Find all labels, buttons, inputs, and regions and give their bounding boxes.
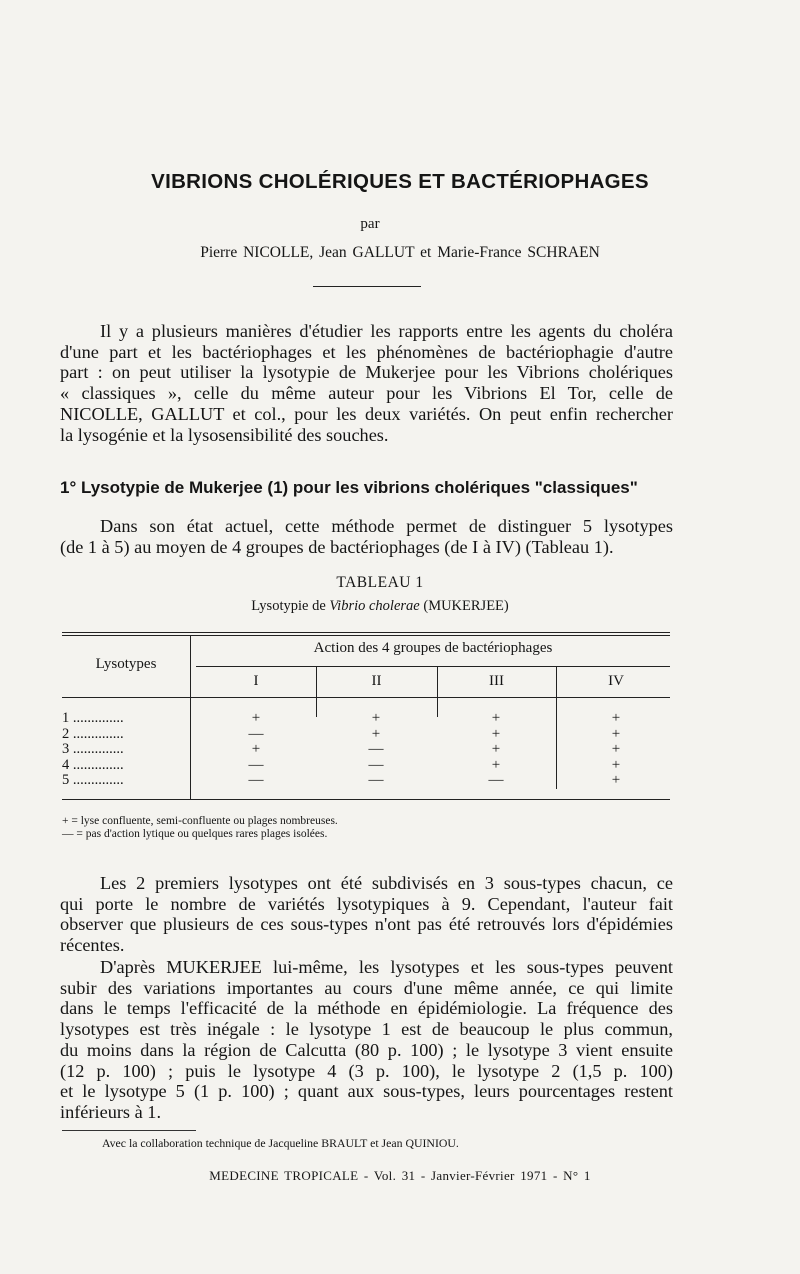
caption-author: (MUKERJEE): [423, 598, 509, 614]
footnote: Avec la collaboration technique de Jacqueline BRAULT et Jean QUINIOU.: [102, 1136, 459, 1150]
title-separator: [313, 286, 421, 287]
text-line: et le lysotype 5 (1 p. 100) ; quant aux sous-types, leurs pourcentages restent: [60, 1081, 673, 1102]
table-rule-bottom: [62, 799, 670, 800]
column-header: III: [489, 673, 504, 689]
table-title: TABLEAU 1: [336, 574, 424, 591]
caption-species: Vibrio cholerae: [329, 598, 420, 614]
group-header-rule: [196, 666, 670, 667]
table-cell: +: [611, 710, 621, 726]
body-paragraph: [60, 957, 673, 1123]
text-line: Les 2 premiers lysotypes ont été subdivisés en 3 sous-types chacun, ce: [100, 873, 673, 893]
row-label: 4 ..............: [62, 756, 124, 773]
header-rule: [62, 697, 670, 698]
text-line: D'après MUKERJEE lui-même, les lysotypes et les sous-types peuvent: [100, 957, 673, 977]
table-cell: —: [488, 772, 504, 789]
table-cell: +: [491, 756, 501, 773]
text-line: du moins dans la région de Calcutta (80 p. 100) ; le lysotype 3 vient ensuite: [60, 1039, 673, 1060]
section-paragraph: [60, 516, 673, 557]
text-line: d'une part et les bactériophages et les phénomènes de bactériophagie d'autre: [60, 341, 673, 362]
row-label: 2 ..............: [62, 725, 124, 742]
table-cell: +: [491, 741, 501, 758]
column-divider: [190, 636, 191, 799]
row-label: 3 ..............: [62, 741, 124, 758]
text-line: Dans son état actuel, cette méthode permet de distinguer 5 lysotypes: [100, 516, 673, 536]
row-label: 5 ..............: [62, 772, 124, 789]
table-cell: +: [611, 772, 621, 789]
table-cell: +: [371, 710, 381, 726]
legend-line: — = pas d'action lytique ou quelques rares plages isolées.: [62, 828, 328, 840]
text-line: la lysogénie et la lysosensibilité des souches.: [60, 424, 389, 445]
text-line: observer que plusieurs de ces sous-types n'ont pas été retrouvés lors d'épidémies: [60, 914, 673, 935]
table-rule-top-2: [62, 635, 670, 636]
table-caption: [160, 598, 600, 615]
table-cell: —: [248, 725, 264, 742]
text-line: part : on peut utiliser la lysotypie de Mukerjee pour les Vibrions cholériques: [60, 362, 673, 383]
body-paragraph: [60, 873, 673, 956]
table-cell: +: [251, 710, 261, 726]
authors: Pierre NICOLLE, Jean GALLUT et Marie-France SCHRAEN: [200, 244, 600, 261]
column-header: I: [253, 673, 259, 689]
section-heading: 1° Lysotypie de Mukerjee (1) pour les vibrions cholériques "classiques": [60, 478, 638, 497]
legend-line: + = lyse confluente, semi-confluente ou plages nombreuses.: [62, 815, 338, 827]
journal-footer: MEDECINE TROPICALE - Vol. 31 - Janvier-Février 1971 - N° 1: [209, 1168, 591, 1183]
table-cell: +: [491, 710, 501, 726]
text-line: (de 1 à 5) au moyen de 4 groupes de bactériophages (de I à IV) (Tableau 1).: [60, 536, 614, 557]
text-line: « classiques », celle du même auteur pour les Vibrions El Tor, celle de: [60, 383, 673, 404]
caption-text: Lysotypie de: [251, 598, 326, 614]
text-line: lysotypes est très inégale : le lysotype 1 est de beaucoup le plus commun,: [60, 1019, 673, 1040]
table-cell: +: [251, 741, 261, 758]
table-cell: +: [491, 725, 501, 742]
group-header: Action des 4 groupes de bactériophages: [313, 640, 553, 656]
table-cell: +: [611, 741, 621, 758]
text-line: NICOLLE, GALLUT et col., pour les deux variétés. On peut enfin rechercher: [60, 403, 673, 424]
table-rule-top: [62, 632, 670, 633]
column-header: IV: [608, 673, 624, 689]
text-line: récentes.: [60, 935, 125, 956]
text-line: subir des variations importantes au cours d'une même année, ce qui limite: [60, 977, 673, 998]
table-cell: —: [248, 772, 264, 789]
column-header: II: [371, 673, 382, 689]
intro-paragraph: [60, 321, 673, 445]
table-cell: —: [368, 772, 384, 789]
table-cell: —: [248, 756, 264, 773]
article-title: VIBRIONS CHOLÉRIQUES ET BACTÉRIOPHAGES: [151, 170, 649, 193]
table-cell: +: [611, 756, 621, 773]
by-line: par: [360, 216, 380, 232]
row-label: 1 ..............: [62, 710, 124, 726]
table-cell: —: [368, 741, 384, 758]
text-line: inférieurs à 1.: [60, 1101, 162, 1122]
text-line: qui porte le nombre de variétés lysotypiques à 9. Cependant, l'auteur fait: [60, 893, 673, 914]
footnote-rule: [62, 1130, 196, 1131]
table-cell: +: [611, 725, 621, 742]
text-line: (12 p. 100) ; puis le lysotype 4 (3 p. 100), le lysotype 2 (1,5 p. 100): [60, 1060, 673, 1081]
table-cell: —: [368, 756, 384, 773]
row-header: Lysotypes: [95, 656, 157, 672]
text-line: Il y a plusieurs manières d'étudier les rapports entre les agents du choléra: [100, 321, 673, 341]
text-line: dans le temps l'efficacité de la méthode en épidémiologie. La fréquence des: [60, 998, 673, 1019]
table-cell: +: [371, 725, 381, 742]
